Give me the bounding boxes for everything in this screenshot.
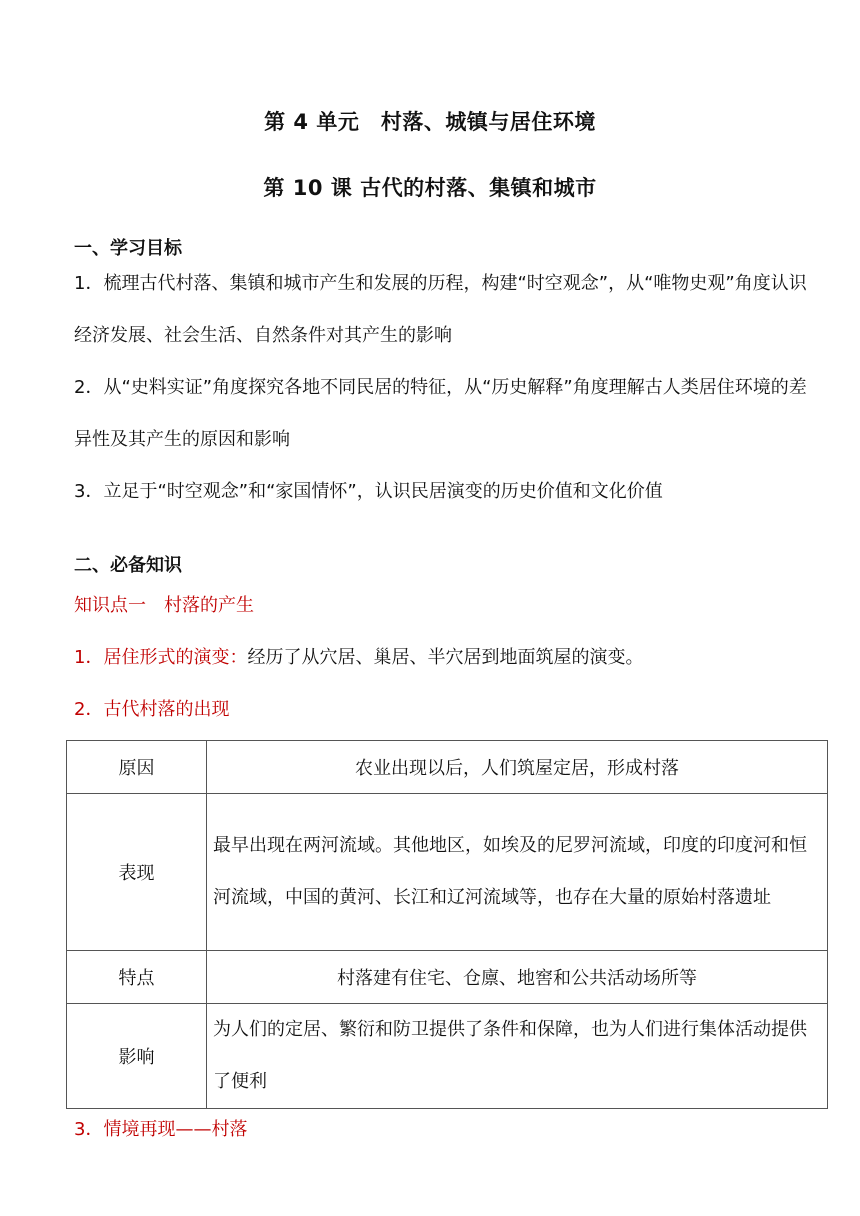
table-row: [67, 794, 828, 951]
row-header: 特点: [67, 951, 207, 1004]
row-content: 农业出现以后，人们筑屋定居，形成村落: [207, 741, 828, 794]
lesson-title: 第 10 课 古代的村落、集镇和城市: [263, 176, 597, 200]
table-row: [67, 741, 828, 794]
table-row: [67, 1004, 828, 1109]
goal-item-3: 3．立足于“时空观念”和“家国情怀”，认识民居演变的历史价值和文化价值: [74, 481, 663, 502]
knowledge-item-1: [74, 643, 643, 669]
row-header: 原因: [67, 741, 207, 794]
unit-title: 第 4 单元 村落、城镇与居住环境: [264, 110, 596, 134]
row-header: 表现: [67, 794, 207, 951]
row-content: 最早出现在两河流域。其他地区，如埃及的尼罗河流域，印度的印度河和恒河流域，中国的黄河、长江和辽河流域等，也存在大量的原始村落遗址: [207, 794, 828, 951]
row-content: 为人们的定居、繁衍和防卫提供了条件和保障，也为人们进行集体活动提供了便利: [207, 1004, 828, 1109]
village-info-table: [66, 740, 828, 1109]
knowledge-item-3: 3．情境再现——村落: [74, 1119, 248, 1140]
knowledge-point-title: 知识点一 村落的产生: [74, 595, 254, 616]
table-row: [67, 951, 828, 1004]
section-heading-learning-goals: 一、学习目标: [74, 238, 182, 259]
row-content: 村落建有住宅、仓廪、地窖和公共活动场所等: [207, 951, 828, 1004]
knowledge-item-1-label: 1．居住形式的演变：: [74, 647, 248, 668]
row-header: 影响: [67, 1004, 207, 1109]
goal-item-1: 1．梳理古代村落、集镇和城市产生和发展的历程，构建“时空观念”，从“唯物史观”角度认识经济发展、社会生活、自然条件对其产生的影响: [74, 273, 807, 346]
section-heading-knowledge: 二、必备知识: [74, 555, 182, 576]
goal-item-2: 2．从“史料实证”角度探究各地不同民居的特征，从“历史解释”角度理解古人类居住环境的差异性及其产生的原因和影响: [74, 377, 807, 450]
knowledge-item-1-text: 经历了从穴居、巢居、半穴居到地面筑屋的演变。: [247, 647, 644, 668]
knowledge-item-2: 2．古代村落的出现: [74, 699, 230, 720]
